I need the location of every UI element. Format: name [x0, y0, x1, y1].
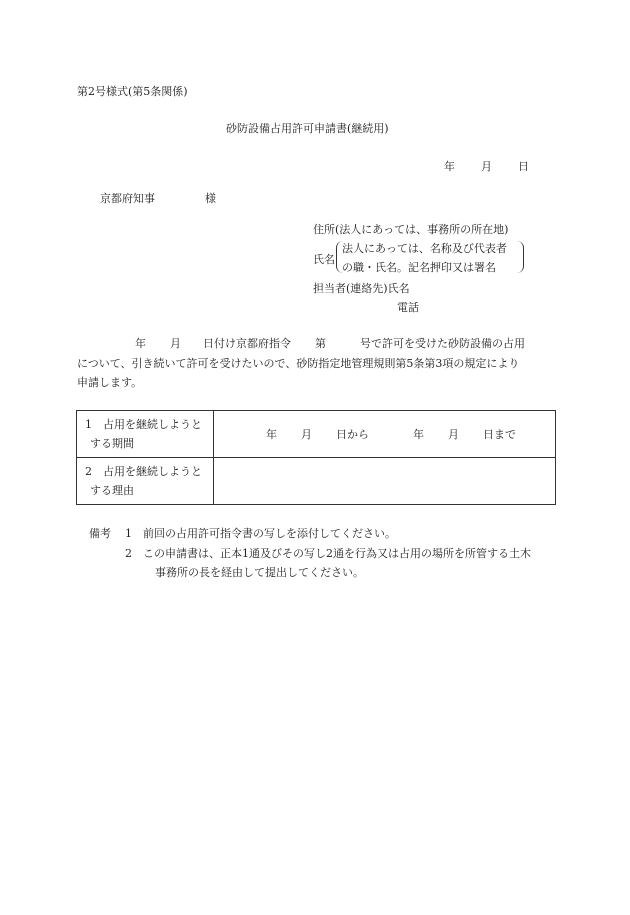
- application-table: [76, 410, 556, 505]
- addressee-honorific: 様: [205, 192, 216, 205]
- body-year: 年: [135, 337, 146, 350]
- reason-label-line2: する理由: [90, 484, 134, 497]
- body-month: 月: [170, 337, 181, 350]
- applicant-contact: 担当者(連絡先)氏名: [313, 282, 410, 295]
- remark-item-1: 1 前回の占用許可指令書の写しを添付してください。: [125, 527, 396, 540]
- remark-item-2-continued: 事務所の長を経由して提出してください。: [155, 566, 364, 579]
- period-value-cell[interactable]: [214, 411, 556, 458]
- addressee: [100, 193, 216, 204]
- period-end-year: 年: [413, 427, 424, 441]
- form-number: 第2号様式(第5条関係): [77, 85, 188, 98]
- table-row: [77, 411, 556, 458]
- applicant-phone: 電話: [397, 301, 419, 314]
- body-line-1: [77, 338, 557, 349]
- remarks-label: 備考: [89, 527, 111, 540]
- period-label-line1: 1 占用を継続しようと: [85, 418, 202, 431]
- period-end-month: 月: [448, 427, 459, 441]
- document-title: 砂防設備占用許可申請書(継続用): [226, 122, 389, 135]
- period-start-year: 年: [266, 427, 277, 441]
- period-end-day: 日まで: [483, 427, 516, 441]
- date-month: 月: [481, 160, 492, 173]
- applicant-address: 住所(法人にあっては、事務所の所在地): [313, 223, 509, 236]
- reason-value-cell[interactable]: [214, 458, 556, 505]
- reason-label-cell: [77, 458, 214, 505]
- applicant-name-label: 氏名: [313, 253, 335, 266]
- period-label-cell: [77, 411, 214, 458]
- body-dated: 日付け京都府指令: [203, 337, 291, 350]
- period-label-line2: する期間: [90, 437, 134, 450]
- body-dai: 第: [315, 337, 326, 350]
- body-rest: 号で許可を受けた砂防設備の占用: [360, 337, 525, 350]
- period-start-day: 日から: [336, 427, 369, 441]
- name-note-line1: 法人にあっては、名称及び代表者: [342, 242, 507, 255]
- table-row: [77, 458, 556, 505]
- date-year: 年: [444, 160, 455, 173]
- period-start-month: 月: [301, 427, 312, 441]
- name-note-line2: の職・氏名。記名押印又は署名: [342, 261, 496, 274]
- addressee-name: 京都府知事: [100, 192, 155, 205]
- date-day: 日: [518, 160, 529, 173]
- date-line: [444, 161, 529, 172]
- body-line-3: 申請します。: [77, 376, 143, 389]
- remark-item-2: 2 この申請書は、正本1通及びその写し2通を行為又は占用の場所を所管する土木: [125, 547, 531, 560]
- body-line-2: について、引き続いて許可を受けたいので、砂防指定地管理規則第5条第3項の規定により: [77, 357, 520, 370]
- reason-label-line1: 2 占用を継続しようと: [85, 465, 202, 478]
